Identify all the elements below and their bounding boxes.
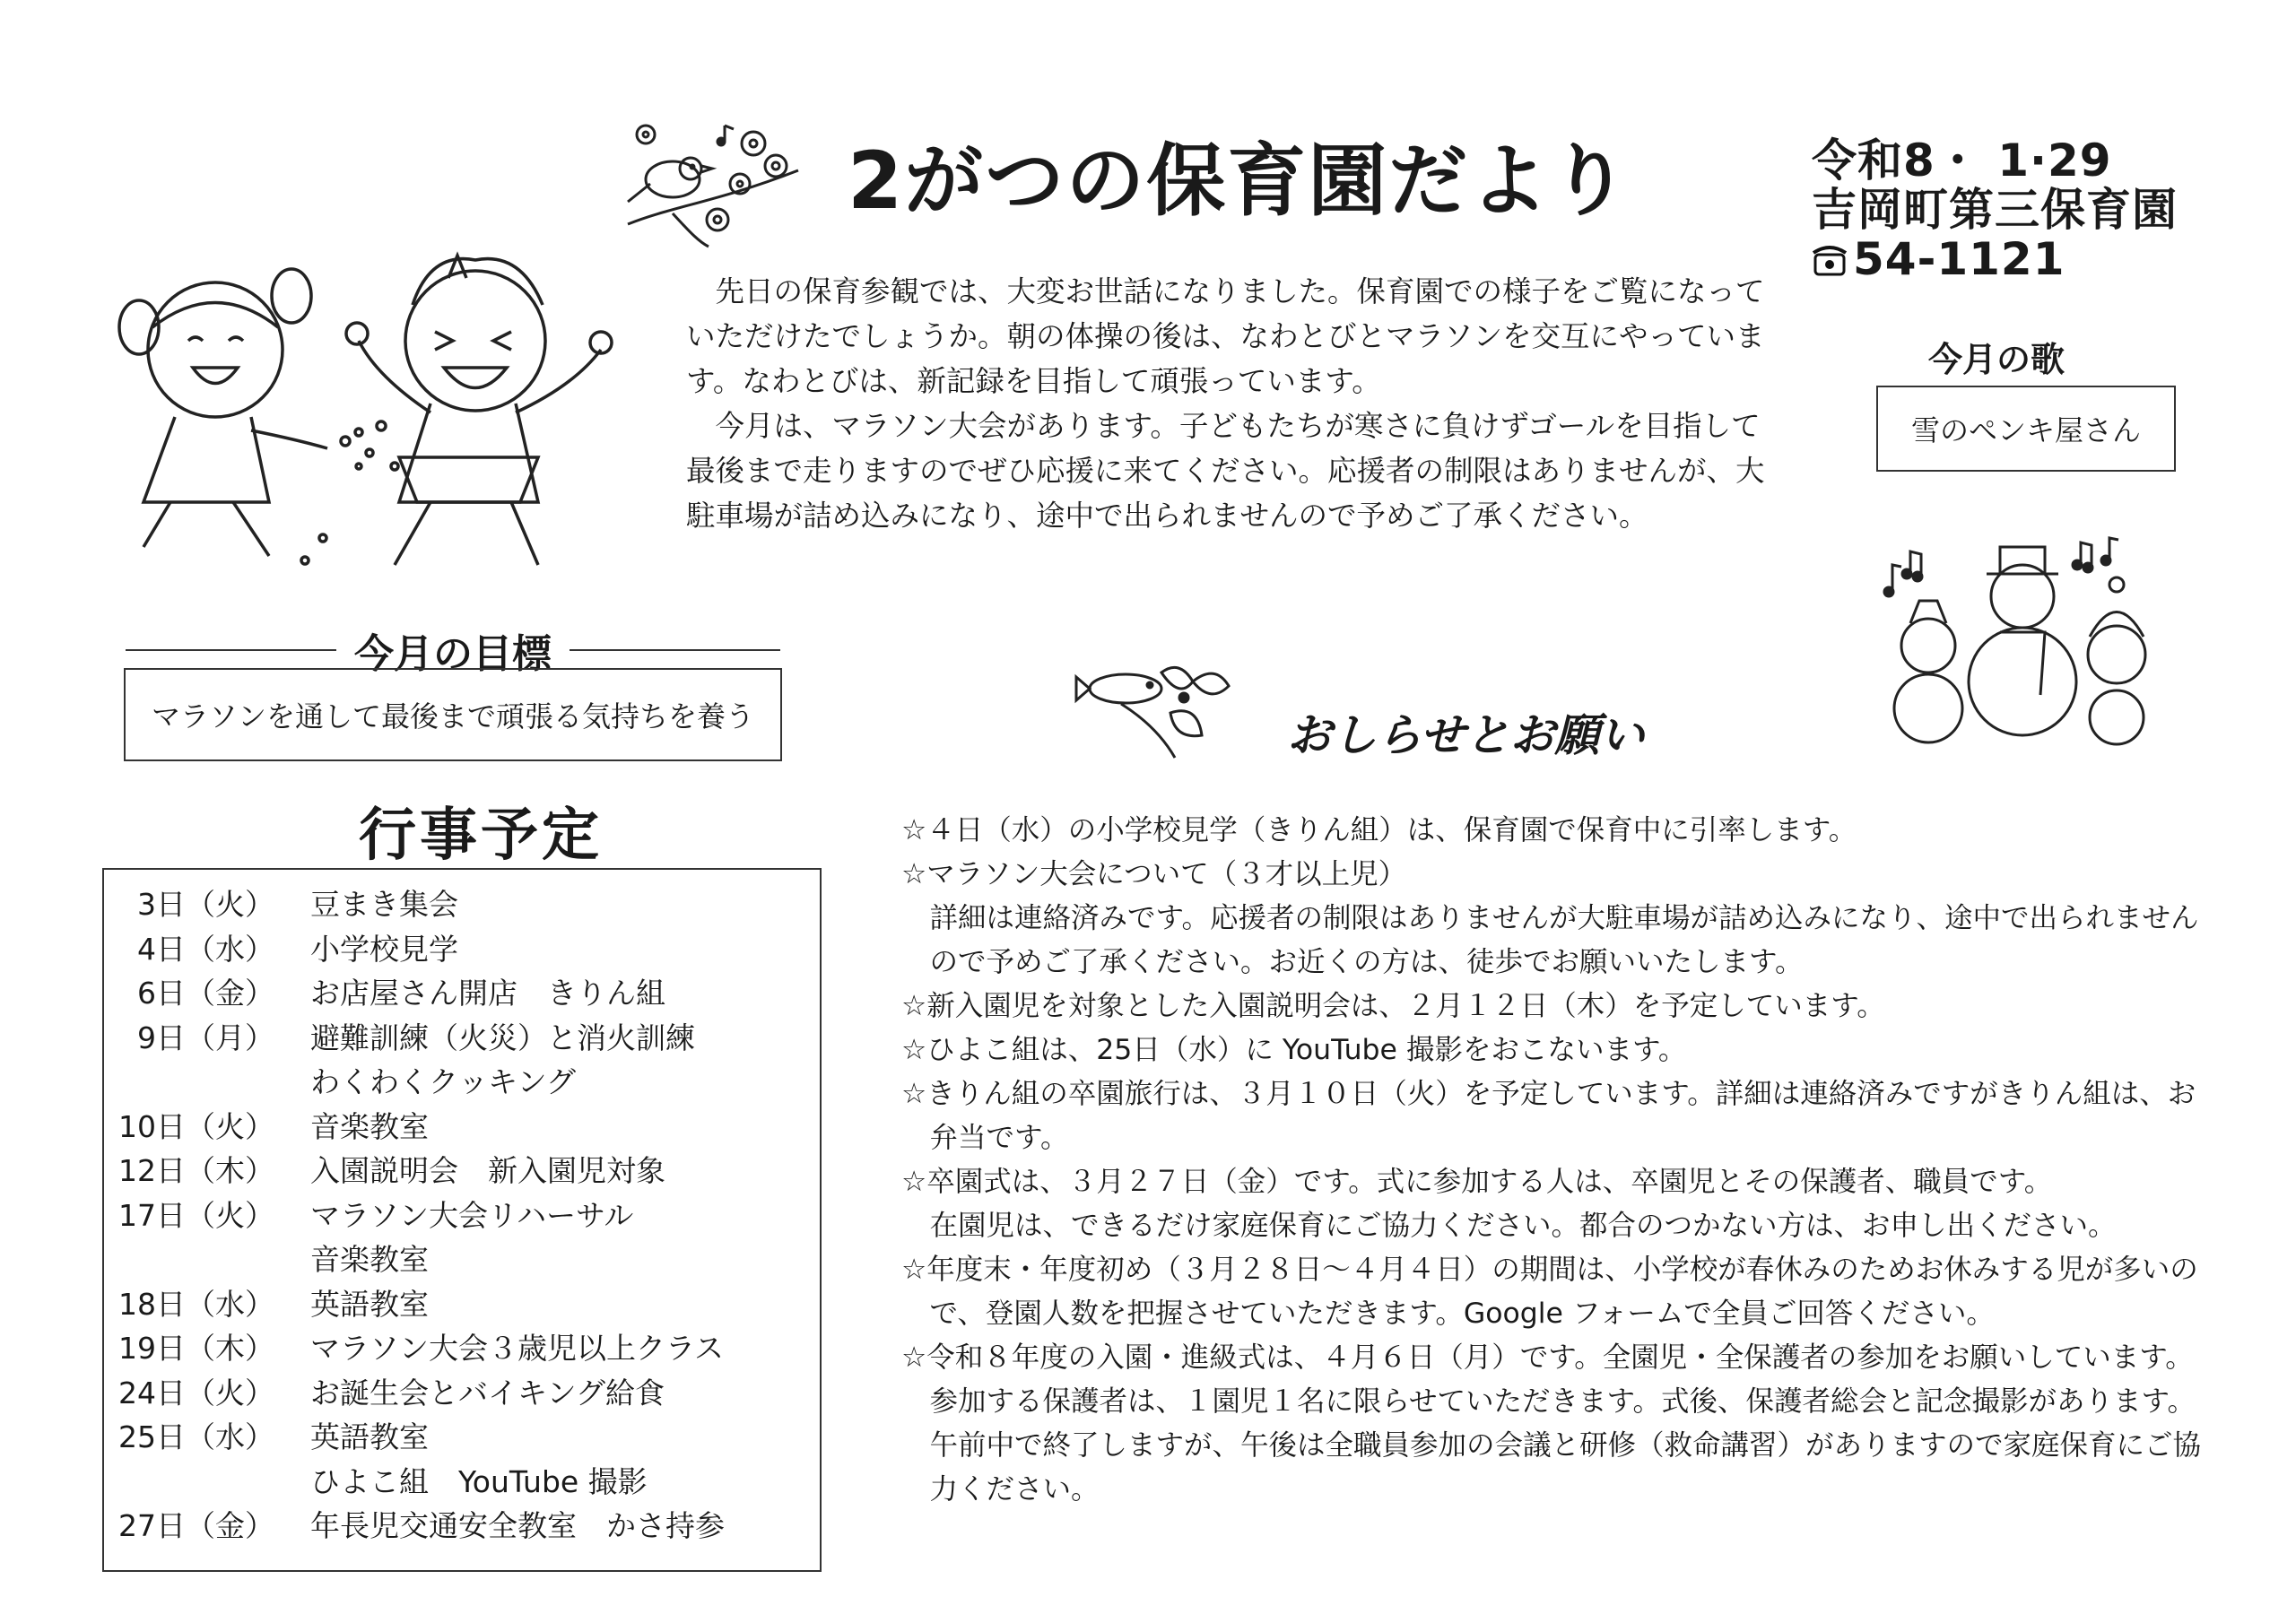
notices-list bbox=[901, 809, 2220, 1512]
schedule-event: 入園説明会 新入園児対象 bbox=[310, 1153, 665, 1189]
schedule-row bbox=[104, 881, 820, 925]
schedule-event: お誕生会とバイキング給食 bbox=[310, 1375, 665, 1410]
goal-heading-rule-right bbox=[570, 649, 780, 651]
schedule-date: 10日（火） bbox=[118, 1108, 274, 1144]
schedule-date: 19日（木） bbox=[118, 1331, 274, 1367]
notice-item: ☆４日（水）の小学校見学（きりん組）は、保育園で保育中に引率します。 bbox=[901, 814, 1857, 846]
schedule-event: マラソン大会３歳児以上クラス bbox=[310, 1331, 725, 1367]
schedule-date: 4日（水） bbox=[137, 931, 274, 967]
schedule-row bbox=[104, 1014, 820, 1059]
schedule-date: 12日（木） bbox=[118, 1153, 274, 1189]
notice-item: ☆卒園式は、３月２７日（金）です。式に参加する人は、卒園児とその保護者、職員です。 bbox=[901, 1166, 2053, 1198]
schedule-event: わくわくクッキング bbox=[310, 1064, 577, 1100]
goal-text: マラソンを通して最後まで頑張る気持ちを養う bbox=[151, 699, 754, 733]
schedule-date: 18日（水） bbox=[118, 1286, 274, 1322]
schedule-date: 9日（月） bbox=[137, 1020, 274, 1055]
goal-heading-rule-left bbox=[126, 649, 336, 651]
schedule-event: 英語教室 bbox=[310, 1419, 429, 1455]
schedule-event: 避難訓練（火災）と消火訓練 bbox=[310, 1020, 695, 1055]
school-name: 吉岡町第三保育園 bbox=[1812, 184, 2178, 236]
schedule-date: 27日（金） bbox=[118, 1508, 274, 1544]
schedule-row bbox=[104, 1236, 820, 1280]
goal-box bbox=[124, 668, 782, 761]
schedule-event: ひよこ組 YouTube 撮影 bbox=[310, 1463, 648, 1499]
issue-date: 令和8・ 1·29 bbox=[1812, 135, 2112, 187]
notice-item: 在園児は、できるだけ家庭保育にご協力ください。都合のつかない方は、お申し出ください。 bbox=[929, 1210, 2117, 1242]
song-title-box bbox=[1876, 386, 2176, 472]
schedule-date: 17日（火） bbox=[118, 1197, 274, 1233]
goal-heading bbox=[126, 628, 780, 677]
phone-number: 54-1121 bbox=[1853, 233, 2066, 285]
notice-item: ☆きりん組の卒園旅行は、３月１０日（火）を予定しています。詳細は連絡済みですがきりん組は、お弁当です。 bbox=[901, 1078, 2196, 1154]
intro-paragraph: 今月は、マラソン大会があります。子どもたちが寒さに負けずゴールを目指して最後まで走りますのでぜひ応援に来てください。応援者の制限はありませんが、大駐車場が詰め込みになり、途中で出られませんので予めご了承ください。 bbox=[686, 409, 1765, 533]
schedule-event: お店屋さん開店 きりん組 bbox=[310, 976, 665, 1011]
schedule-event: 小学校見学 bbox=[310, 931, 458, 967]
schedule-row bbox=[104, 1103, 820, 1148]
schedule-row bbox=[104, 1280, 820, 1325]
schedule-event: 音楽教室 bbox=[310, 1242, 429, 1278]
schedule-date: 24日（火） bbox=[118, 1375, 274, 1410]
setsubun-children-illustration bbox=[90, 242, 646, 601]
schedule-event: 英語教室 bbox=[310, 1286, 429, 1322]
schedule-title: 行事予定 bbox=[359, 803, 603, 869]
notice-item: 詳細は連絡済みです。応援者の制限はありませんが大駐車場が詰め込みになり、途中で出られませんので予めご了承ください。お近くの方は、徒歩でお願いいたします。 bbox=[929, 902, 2199, 978]
schedule-event: 年長児交通安全教室 かさ持参 bbox=[310, 1508, 725, 1544]
schedule-row bbox=[104, 1147, 820, 1192]
notice-item: ☆マラソン大会について（３才以上児） bbox=[901, 858, 1407, 890]
schedule-date: 25日（水） bbox=[118, 1419, 274, 1455]
fish-holly-illustration bbox=[1085, 664, 1238, 762]
schedule-event: 豆まき集会 bbox=[310, 887, 458, 923]
newsletter-title: 2がつの保育園だより bbox=[848, 135, 1631, 227]
schedule-date: 3日（火） bbox=[137, 887, 274, 923]
intro-paragraph: 先日の保育参観では、大変お世話になりました。保育園での様子をご覧になっていただけたでしょうか。朝の体操の後は、なわとびとマラソンを交互にやっています。なわとびは、新記録を目指して頑張っています。 bbox=[686, 274, 1765, 398]
schedule-row bbox=[104, 1192, 820, 1237]
notice-item: ☆令和８年度の入園・進級式は、４月６日（月）です。全園児・全保護者の参加をお願いしています。参加する保護者は、１園児１名に限らせていただきます。式後、保護者総会と記念撮影があります。午前中で終了しますが、午後は全職員参加の会議と研修（救命講習）がありますので家庭保育にご協力ください。 bbox=[901, 1341, 2202, 1506]
goal-heading-text: 今月の目標 bbox=[354, 631, 552, 677]
intro-text bbox=[686, 269, 1767, 538]
phone-row bbox=[1812, 235, 2178, 284]
notice-item: ☆年度末・年度初め（３月２８日～４月４日）の期間は、小学校が春休みのためお休みする児が多いので、登園人数を把握させていただきます。Google フォームで全員ご回答ください。 bbox=[901, 1254, 2198, 1330]
notice-item: ☆新入園児を対象とした入園説明会は、２月１２日（木）を予定しています。 bbox=[901, 990, 1885, 1022]
header-meta bbox=[1812, 136, 2178, 284]
schedule-row bbox=[104, 925, 820, 970]
schedule-box bbox=[102, 868, 822, 1572]
notices-heading: おしらせとお願い bbox=[1287, 709, 1645, 761]
schedule-row bbox=[104, 969, 820, 1014]
schedule-event: 音楽教室 bbox=[310, 1108, 429, 1144]
schedule-row bbox=[104, 1324, 820, 1369]
notice-item: ☆ひよこ組は、25日（水）に YouTube 撮影をおこないます。 bbox=[901, 1034, 1687, 1066]
schedule-row bbox=[104, 1502, 820, 1547]
song-title: 雪のペンキ屋さん bbox=[1910, 413, 2141, 447]
schedule-row bbox=[104, 1369, 820, 1414]
schedule-row bbox=[104, 1058, 820, 1103]
schedule-row bbox=[104, 1413, 820, 1458]
song-heading: 今月の歌 bbox=[1928, 340, 2066, 379]
schedule-date: 6日（金） bbox=[137, 976, 274, 1011]
bird-plum-illustration bbox=[619, 117, 816, 251]
telephone-icon bbox=[1812, 242, 1848, 278]
snowmen-illustration bbox=[1874, 538, 2170, 744]
schedule-row bbox=[104, 1458, 820, 1503]
schedule-event: マラソン大会リハーサル bbox=[310, 1197, 634, 1233]
